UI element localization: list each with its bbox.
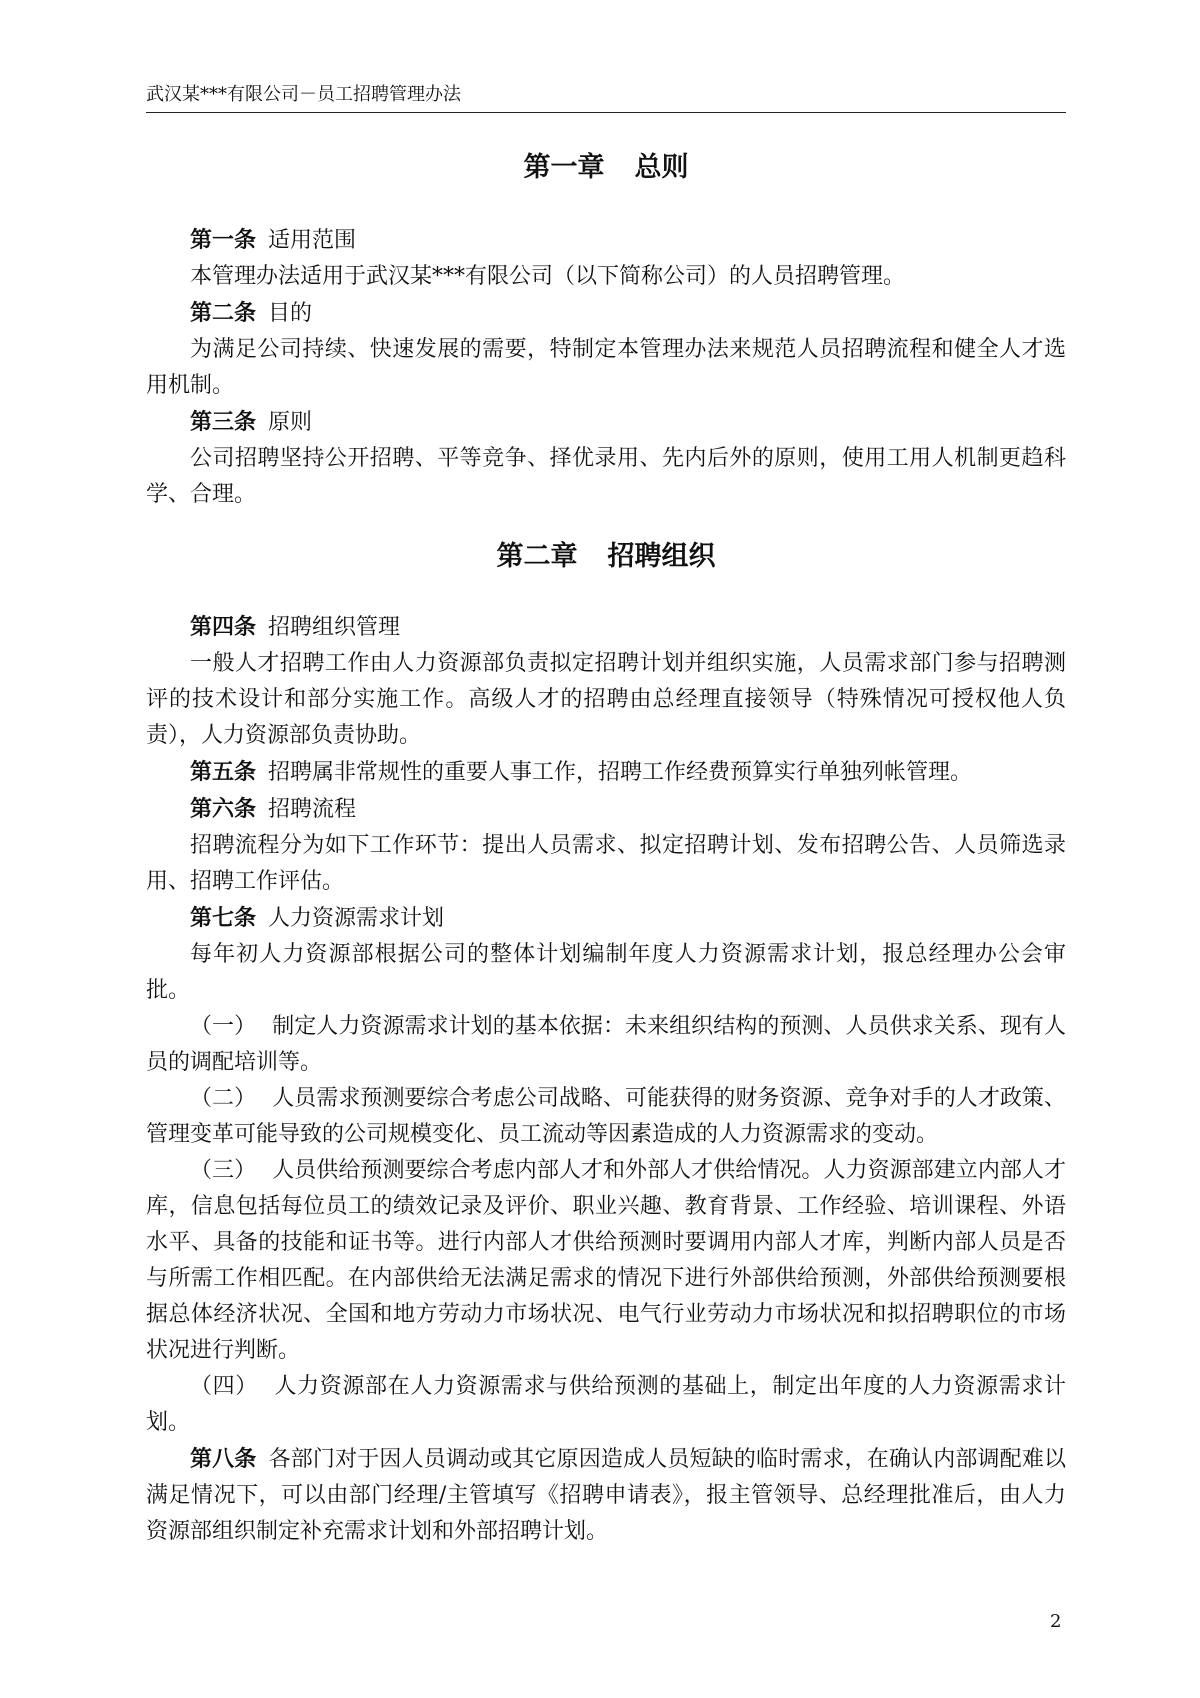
list-item-3-number: （三）: [190, 1158, 257, 1183]
list-item-3-text: 人员供给预测要综合考虑内部人才和外部人才供给情况。人力资源部建立内部人才库，信息包括每位员工的绩效记录及评价、职业兴趣、教育背景、工作经验、培训课程、外语水平、具备的技能和证书等。进行内部人才供给预测时要调用内部人才库，判断内部人员是否与所需工作相匹配。在内部供给无法满足需求的情况下进行外部供给预测，外部供给预测要根据总体经济状况、全国和地方劳动力市场状况、电气行业劳动力市场状况和拟招聘职位的市场状况进行判断。: [146, 1158, 1066, 1363]
chapter-heading-2: [146, 539, 1066, 575]
article-2-body: 为满足公司持续、快速发展的需要，特制定本管理办法来规范人员招聘流程和健全人才选用机制。: [146, 337, 1066, 398]
article-6-body: 招聘流程分为如下工作环节：提出人员需求、拟定招聘计划、发布招聘公告、人员筛选录用、招聘工作评估。: [146, 833, 1066, 894]
article-6-title: 招聘流程: [268, 797, 357, 822]
chapter-1-title: 总则: [634, 152, 689, 183]
article-8-label: 第八条: [190, 1446, 257, 1472]
document-body: [146, 150, 1066, 1550]
article-3-heading: [146, 404, 1066, 441]
list-item-2: [146, 1081, 1066, 1153]
article-8-text: 各部门对于因人员调动或其它原因造成人员短缺的临时需求，在确认内部调配难以满足情况下，可以由部门经理/主管填写《招聘申请表》，报主管领导、总经理批准后，由人力资源部组织制定补充需求计划和外部招聘计划。: [146, 1447, 1066, 1544]
article-7-body: 每年初人力资源部根据公司的整体计划编制年度人力资源需求计划，报总经理办公会审批。: [146, 942, 1066, 1003]
article-1-title: 适用范围: [268, 228, 357, 253]
article-4-title: 招聘组织管理: [268, 615, 401, 640]
article-2-title: 目的: [268, 301, 313, 326]
list-item-4-number: （四）: [190, 1374, 258, 1399]
header-title: 武汉某***有限公司－员工招聘管理办法: [146, 84, 461, 105]
list-item-2-text: 人员需求预测要综合考虑公司战略、可能获得的财务资源、竞争对手的人才政策、管理变革可能导致的公司规模变化、员工流动等因素造成的人力资源需求的变动。: [146, 1086, 1066, 1147]
article-7-label: 第七条: [190, 905, 257, 931]
article-8: [146, 1441, 1066, 1550]
article-5-text: 招聘属非常规性的重要人事工作，招聘工作经费预算实行单独列帐管理。: [268, 760, 973, 785]
chapter-2-title: 招聘组织: [607, 541, 716, 572]
article-2-heading: [146, 295, 1066, 332]
article-1-body: 本管理办法适用于武汉某***有限公司（以下简称公司）的人员招聘管理。: [190, 264, 906, 289]
article-7-title: 人力资源需求计划: [268, 906, 445, 931]
article-4-body: 一般人才招聘工作由人力资源部负责拟定招聘计划并组织实施，人员需求部门参与招聘测评的技术设计和部分实施工作。高级人才的招聘由总经理直接领导（特殊情况可授权他人负责），人力资源部负责协助。: [146, 651, 1066, 748]
article-1-heading: [146, 222, 1066, 259]
page-header: [146, 80, 1066, 113]
article-3-body: 公司招聘坚持公开招聘、平等竞争、择优录用、先内后外的原则，使用工用人机制更趋科学、合理。: [146, 446, 1066, 507]
list-item-4: [146, 1369, 1066, 1441]
list-item-1-number: （一）: [190, 1014, 257, 1039]
list-item-1-text: 制定人力资源需求计划的基本依据：未来组织结构的预测、人员供求关系、现有人员的调配培训等。: [146, 1014, 1066, 1075]
chapter-2-number: 第二章: [496, 541, 578, 572]
page-number: 2: [1050, 1611, 1062, 1632]
article-3-title: 原则: [268, 410, 313, 435]
article-4-heading: [146, 609, 1066, 646]
article-7-heading: [146, 900, 1066, 937]
list-item-2-number: （二）: [190, 1086, 257, 1111]
article-1-label: 第一条: [190, 227, 257, 253]
chapter-heading-1: [146, 150, 1066, 186]
article-6-label: 第六条: [190, 796, 257, 822]
article-5-label: 第五条: [190, 759, 257, 785]
article-2-label: 第二条: [190, 300, 257, 326]
chapter-1-number: 第一章: [523, 152, 605, 183]
list-item-3: [146, 1153, 1066, 1369]
article-3-label: 第三条: [190, 409, 257, 435]
article-6-heading: [146, 791, 1066, 828]
article-5: [146, 754, 1066, 791]
article-4-label: 第四条: [190, 614, 257, 640]
list-item-4-text: 人力资源部在人力资源需求与供给预测的基础上，制定出年度的人力资源需求计划。: [146, 1374, 1066, 1435]
list-item-1: [146, 1009, 1066, 1081]
